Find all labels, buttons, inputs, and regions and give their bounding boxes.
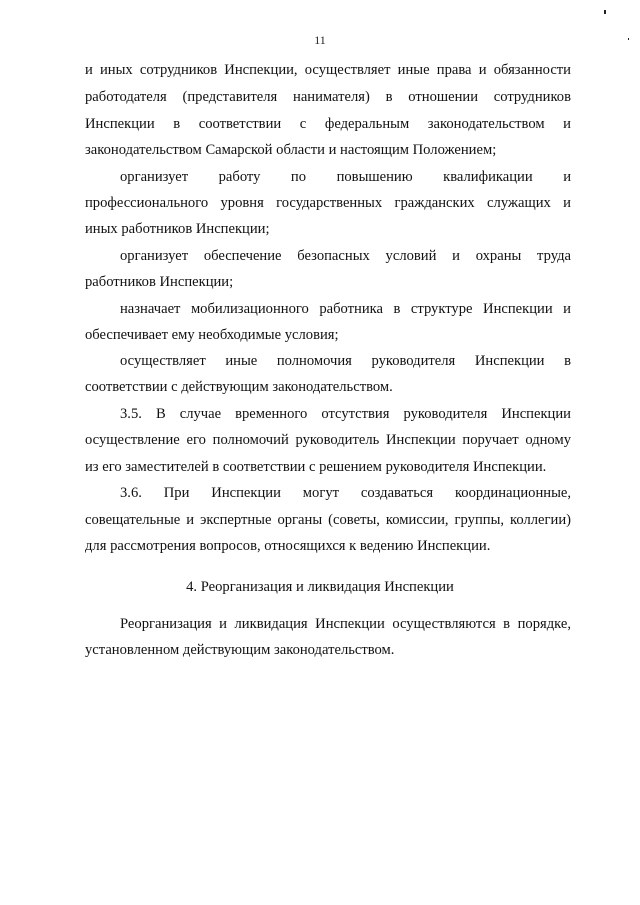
scan-speck	[604, 10, 606, 14]
text-line: профессионального уровня государственных гражданских служащих и	[85, 195, 571, 211]
text-line: осуществляет иные полномочия руководителя Инспекции в	[120, 353, 571, 369]
page-number: 11	[314, 33, 326, 47]
text-line: соответствии с действующим законодательством.	[85, 379, 393, 395]
text-line: обеспечивает ему необходимые условия;	[85, 327, 339, 343]
text-line: работодателя (представителя нанимателя) в отношении сотрудников	[85, 89, 571, 105]
text-line: назначает мобилизационного работника в структуре Инспекции и	[120, 301, 571, 317]
text-line: из его заместителей в соответствии с решением руководителя Инспекции.	[85, 459, 547, 475]
text-line: Инспекции в соответствии с федеральным законодательством и	[85, 116, 571, 132]
text-line: 3.5. В случае временного отсутствия руководителя Инспекции	[120, 406, 571, 422]
text-line: осуществление его полномочий руководитель Инспекции поручает одному	[85, 432, 571, 448]
text-line: организует работу по повышению квалификации и	[120, 169, 571, 185]
text-line: организует обеспечение безопасных условий и охраны труда	[120, 248, 571, 264]
text-line: иных работников Инспекции;	[85, 221, 270, 237]
text-line: работников Инспекции;	[85, 274, 234, 290]
text-line: для рассмотрения вопросов, относящихся к ведению Инспекции.	[85, 538, 491, 554]
section-heading: 4. Реорганизация и ликвидация Инспекции	[186, 579, 454, 595]
text-line: Реорганизация и ликвидация Инспекции осуществляются в порядке,	[120, 616, 571, 632]
text-line: и иных сотрудников Инспекции, осуществляет иные права и обязанности	[85, 62, 571, 78]
text-line: 3.6. При Инспекции могут создаваться координационные,	[120, 485, 571, 501]
text-line: законодательством Самарской области и настоящим Положением;	[85, 142, 497, 158]
text-line: установленном действующим законодательством.	[85, 642, 395, 658]
text-line: совещательные и экспертные органы (советы, комиссии, группы, коллегии)	[85, 512, 571, 528]
